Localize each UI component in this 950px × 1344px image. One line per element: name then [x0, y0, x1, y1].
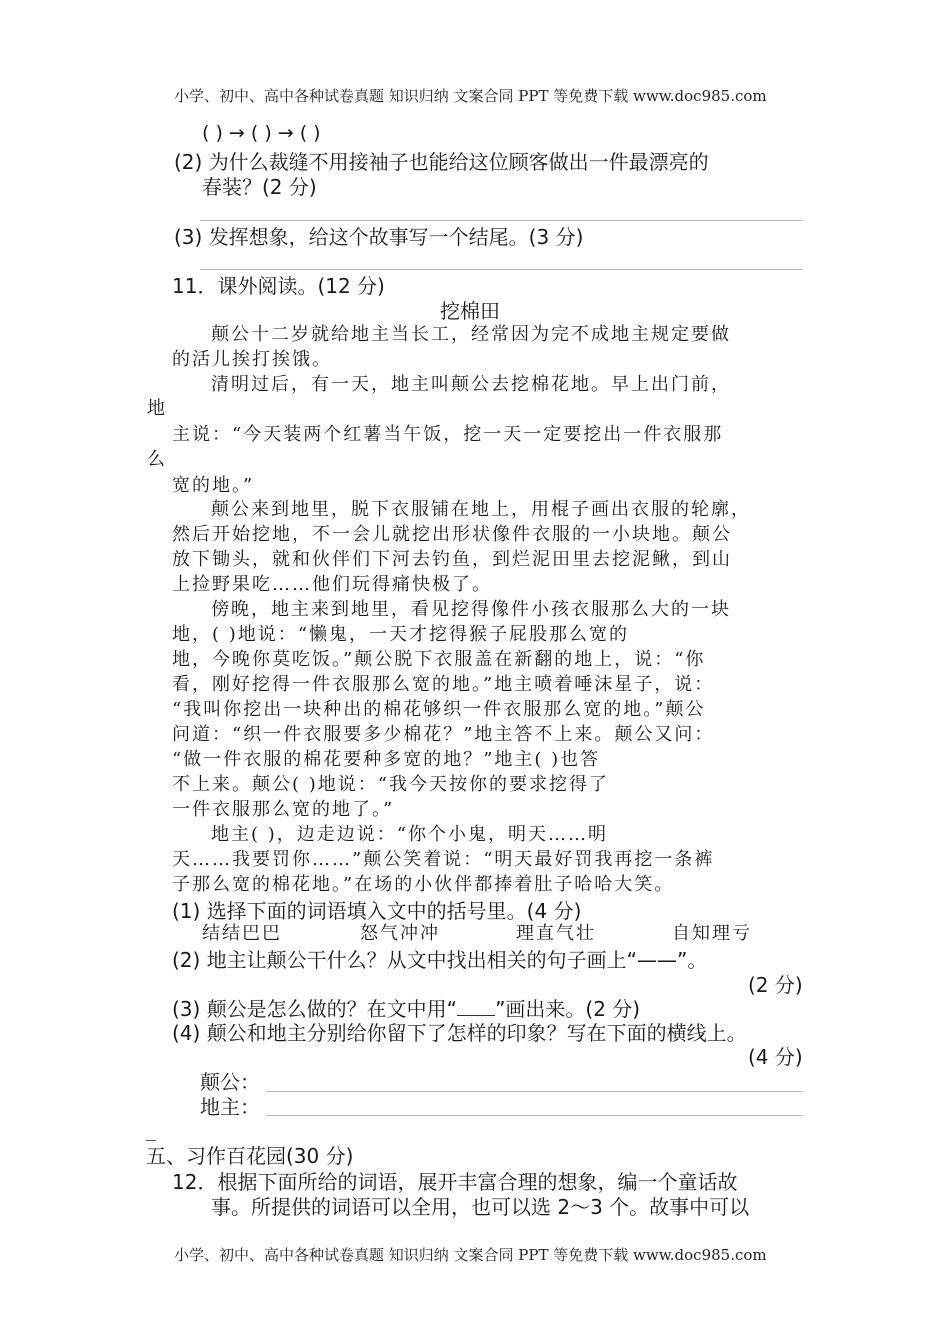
page-header: 小学、初中、高中各种试卷真题 知识归纳 文案合同 PPT 等免费下载 www.doc985.com — [174, 87, 767, 105]
q10-sub3-answer-line[interactable] — [200, 269, 803, 270]
passage-line: 问道：“织一件衣服要多少棉花？”地主答不上来。颠公又问： — [172, 724, 715, 745]
passage-line: 地，( )地说：“懒鬼，一天才挖得猴子屁股那么宽的 — [172, 624, 629, 645]
passage-line: 上捡野果吃……他们玩得痛快极了。 — [172, 574, 492, 595]
passage-line: 清明过后，有一天，地主叫颠公去挖棉花地。早上出门前， — [211, 374, 731, 395]
answer-line-dizhu[interactable] — [266, 1115, 803, 1116]
word-option: 结结巴巴 — [202, 923, 282, 944]
passage-line: 的活儿挨打挨饿。 — [172, 349, 332, 370]
q11-sub1: (1) 选择下面的词语填入文中的括号里。(4 分) — [172, 899, 582, 923]
passage-line: 看，刚好挖得一件衣服那么宽的地。”地主喷着唾沫星子，说： — [172, 674, 715, 695]
q11-sub2-score: (2 分) — [748, 973, 803, 997]
stray-mark — [146, 1140, 156, 1141]
q11-sub3 — [172, 999, 640, 1019]
section5-heading: 五、习作百花园(30 分) — [146, 1144, 354, 1168]
q10-sub3: (3) 发挥想象，给这个故事写一个结尾。(3 分) — [174, 225, 584, 249]
passage-line: 么 — [147, 449, 167, 470]
passage-line: 傍晚，地主来到地里，看见挖得像件小孩衣服那么大的一块 — [211, 599, 731, 620]
answer-label-dizhu: 地主： — [200, 1095, 260, 1119]
passage-line: “我叫你挖出一块种出的棉花够织一件衣服那么宽的地。”颠公 — [172, 699, 706, 720]
passage-line: 子那么宽的棉花地。”在场的小伙伴都捧着肚子哈哈大笑。 — [172, 874, 675, 895]
q11-sub4: (4) 颠公和地主分别给你留下了怎样的印象？写在下面的横线上。 — [172, 1021, 747, 1045]
q11-sub3-text: (3) 颠公是怎么做的？在文中用“ — [172, 997, 458, 1021]
passage-line: 地 — [147, 398, 167, 419]
passage-title: 挖棉田 — [440, 299, 500, 323]
passage-line: 一件衣服那么宽的地了。” — [172, 799, 395, 820]
answer-line-diangong[interactable] — [266, 1091, 803, 1092]
passage-line: 颠公十二岁就给地主当长工，经常因为完不成地主规定要做 — [211, 324, 731, 345]
passage-line: 颠公来到地里，脱下衣服铺在地上，用棍子画出衣服的轮廓， — [211, 499, 751, 520]
passage-line: 地主( )，边走边说：“你个小鬼，明天……明 — [211, 824, 608, 845]
q11-heading: 11．课外阅读。(12 分) — [172, 274, 385, 298]
word-option: 怒气冲冲 — [360, 923, 440, 944]
q12-line2: 事。所提供的词语可以全用，也可以选 2～3 个。故事中可以 — [211, 1195, 750, 1219]
q10-sub2-line2: 春装？(2 分) — [202, 175, 317, 199]
passage-line: 地，今晚你莫吃饭。”颠公脱下衣服盖在新翻的地上，说：“你 — [172, 649, 706, 670]
passage-line: 天……我要罚你……”颠公笑着说：“明天最好罚我再挖一条裤 — [172, 849, 715, 870]
word-option: 自知理亏 — [672, 923, 752, 944]
passage-line: 不上来。颠公( )地说：“我今天按你的要求挖得了 — [172, 774, 609, 795]
word-option: 理直气壮 — [516, 923, 596, 944]
page-footer: 小学、初中、高中各种试卷真题 知识归纳 文案合同 PPT 等免费下载 www.doc985.com — [174, 1246, 767, 1264]
passage-line: “做一件衣服的棉花要种多宽的地？”地主( )也答 — [172, 749, 601, 770]
passage-line: 主说：“今天装两个红薯当午饭，挖一天一定要挖出一件衣服那 — [172, 424, 724, 445]
wavy-underline-sample — [457, 1003, 495, 1016]
q10-arrow-blanks: ( ) → ( ) → ( ) — [202, 122, 321, 144]
q10-sub2-line1: (2) 为什么裁缝不用接袖子也能给这位顾客做出一件最漂亮的 — [174, 150, 709, 174]
q11-sub3-text-end: ”画出来。(2 分) — [495, 997, 641, 1021]
passage-line: 放下锄头，就和伙伴们下河去钓鱼，到烂泥田里去挖泥鳅，到山 — [172, 549, 732, 570]
q11-sub2: (2) 地主让颠公干什么？从文中找出相关的句子画上“——”。 — [172, 948, 708, 972]
passage-line: 宽的地。” — [172, 475, 255, 496]
answer-label-diangong: 颠公： — [200, 1070, 260, 1094]
q11-sub4-score: (4 分) — [748, 1045, 803, 1069]
passage-line: 然后开始挖地，不一会儿就挖出形状像件衣服的一小块地。颠公 — [172, 524, 732, 545]
q12-line1: 12．根据下面所给的词语，展开丰富合理的想象，编一个童话故 — [172, 1170, 738, 1194]
q10-sub2-answer-line[interactable] — [200, 220, 803, 221]
